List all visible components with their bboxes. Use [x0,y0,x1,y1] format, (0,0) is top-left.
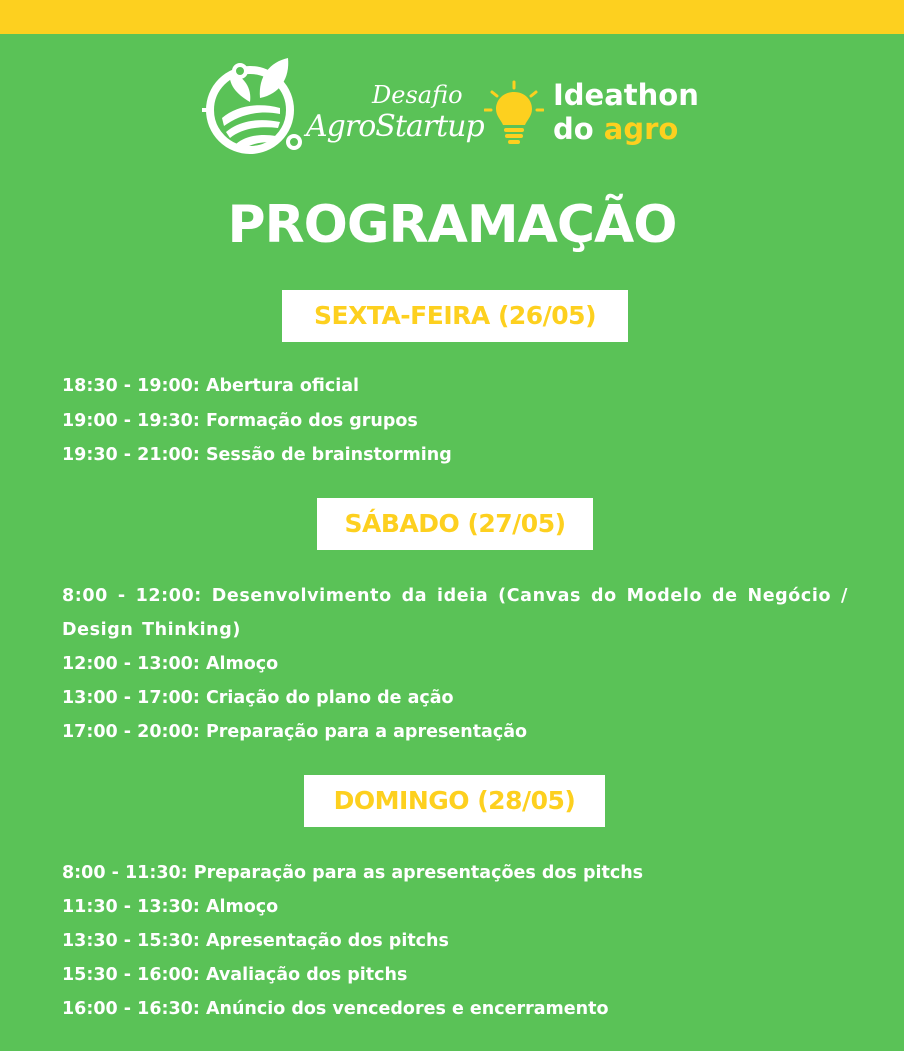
schedule-item: 18:30 - 19:00: Abertura oficial [62,376,360,396]
ideathon-logo-line1: Ideathon [553,78,699,112]
agrostartup-emblem-icon [202,54,312,164]
schedule-item: 17:00 - 20:00: Preparação para a apresentação [62,722,528,742]
day-badge-friday: SEXTA-FEIRA (26/05) [282,290,628,342]
schedule-item: 15:30 - 16:00: Avaliação dos pitchs [62,965,408,985]
ideathon-logo-highlight: agro [603,112,679,146]
day-badge-saturday: SÁBADO (27/05) [317,498,593,550]
schedule-item: 19:00 - 19:30: Formação dos grupos [62,411,418,431]
lightbulb-icon [484,80,544,146]
schedule-item: 16:00 - 16:30: Anúncio dos vencedores e encerramento [62,999,609,1019]
schedule-item: 8:00 - 11:30: Preparação para as apresentações dos pitchs [62,863,644,883]
top-accent-bar [0,0,904,34]
day-badge-sunday: DOMINGO (28/05) [304,775,605,827]
schedule-item: 11:30 - 13:30: Almoço [62,897,279,917]
agro-logo-line2: AgroStartup [306,109,484,144]
page-title: PROGRAMAÇÃO [227,195,677,255]
ideathon-logo-prefix: do [553,112,594,146]
schedule-item: 13:00 - 17:00: Criação do plano de ação [62,688,454,708]
agro-logo-line1: Desafio [372,81,463,109]
schedule-item: 8:00 - 12:00: Desenvolvimento da ideia (Canvas do Modelo de Negócio / Design Thinking) [62,586,848,640]
schedule-item: 13:30 - 15:30: Apresentação dos pitchs [62,931,449,951]
schedule-item: 19:30 - 21:00: Sessão de brainstorming [62,445,452,465]
ideathon-logo-line2 [553,112,678,146]
schedule-item: 12:00 - 13:00: Almoço [62,654,279,674]
